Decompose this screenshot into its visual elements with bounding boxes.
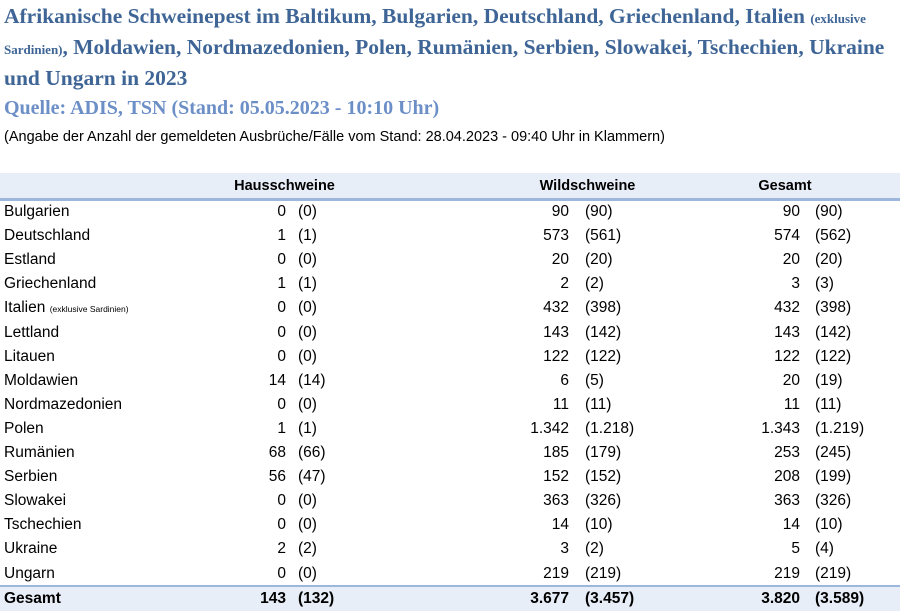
gesamt-value: 20 (782, 371, 800, 389)
country-name (4, 321, 59, 345)
gesamt-value: 14 (782, 516, 800, 534)
total-wildschweine-value: 3.677 (530, 590, 569, 607)
wildschweine-value: 11 (552, 395, 569, 413)
gesamt-previous: (1.219) (815, 419, 865, 437)
table-row (0, 248, 900, 272)
country-name (4, 369, 78, 393)
country-name (4, 248, 56, 272)
total-row (0, 587, 900, 611)
table-row (0, 417, 900, 441)
country-label: Deutschland (4, 227, 91, 245)
gesamt-previous: (245) (815, 444, 852, 461)
hausschweine-previous: (0) (298, 299, 317, 317)
country-name (4, 489, 66, 513)
table-row (0, 489, 900, 513)
hausschweine-previous: (1) (298, 227, 317, 245)
gesamt-previous: (4) (815, 540, 834, 558)
title-part-1: Afrikanische Schweinepest im Baltikum, Bulgarien, Deutschland, Griechenland, Italien (4, 4, 811, 28)
country-exclusion-note: (exklusive Sardinien) (49, 304, 129, 315)
country-name (4, 417, 44, 441)
total-hausschweine-value: 143 (260, 590, 286, 607)
wildschweine-value: 573 (543, 227, 569, 245)
column-header-wildschweine: Wildschweine (539, 178, 636, 194)
hausschweine-previous: (1) (298, 275, 317, 293)
table-row (0, 272, 900, 296)
country-label: Moldawien (4, 371, 79, 389)
gesamt-previous: (19) (815, 371, 843, 389)
report-title (4, 2, 896, 93)
column-header-gesamt: Gesamt (758, 178, 812, 194)
country-name (4, 224, 90, 248)
wildschweine-previous: (219) (585, 564, 622, 582)
country-name (4, 296, 129, 321)
gesamt-value: 253 (774, 444, 800, 461)
country-name (4, 537, 57, 561)
wildschweine-value: 363 (543, 492, 569, 510)
wildschweine-previous: (179) (585, 444, 622, 461)
hausschweine-previous: (14) (298, 371, 326, 389)
country-label: Italien (4, 299, 46, 317)
wildschweine-previous: (90) (585, 203, 613, 220)
hausschweine-value: 14 (268, 371, 286, 389)
hausschweine-previous: (2) (298, 540, 317, 558)
country-label: Estland (4, 251, 56, 269)
table-row (0, 345, 900, 369)
country-name (4, 513, 82, 537)
hausschweine-previous: (66) (298, 444, 326, 461)
country-label: Rumänien (4, 444, 75, 461)
table-row (0, 441, 900, 465)
wildschweine-previous: (10) (585, 516, 613, 534)
hausschweine-previous: (0) (298, 251, 317, 269)
country-label: Griechenland (4, 275, 97, 293)
gesamt-previous: (11) (815, 395, 842, 413)
country-label: Serbien (4, 468, 58, 486)
wildschweine-previous: (122) (585, 347, 622, 365)
hausschweine-value: 1 (277, 227, 286, 245)
gesamt-previous: (90) (815, 203, 843, 220)
country-name (4, 393, 122, 417)
country-name (4, 562, 55, 586)
table-row (0, 465, 900, 489)
wildschweine-value: 143 (543, 323, 569, 341)
wildschweine-previous: (20) (585, 251, 613, 269)
country-label: Litauen (4, 347, 55, 365)
wildschweine-value: 122 (543, 347, 569, 365)
wildschweine-previous: (1.218) (585, 419, 635, 437)
gesamt-value: 20 (782, 251, 800, 269)
gesamt-previous: (326) (815, 492, 852, 510)
wildschweine-value: 14 (551, 516, 569, 534)
country-name (4, 200, 70, 224)
gesamt-value: 219 (774, 564, 800, 582)
wildschweine-value: 20 (551, 251, 569, 269)
country-label: Ukraine (4, 540, 58, 558)
gesamt-value: 143 (774, 323, 800, 341)
hausschweine-previous: (0) (298, 516, 317, 534)
table-row (0, 224, 900, 248)
gesamt-value: 574 (774, 227, 800, 245)
hausschweine-value: 0 (277, 516, 286, 534)
gesamt-previous: (3) (815, 275, 834, 293)
gesamt-value: 432 (774, 299, 800, 317)
gesamt-value: 11 (783, 395, 800, 413)
wildschweine-value: 2 (560, 275, 569, 293)
table-row (0, 321, 900, 345)
table-row (0, 513, 900, 537)
total-gesamt-value: 3.820 (761, 590, 800, 607)
hausschweine-previous: (0) (298, 492, 317, 510)
gesamt-previous: (10) (815, 516, 843, 534)
gesamt-value: 5 (791, 540, 800, 558)
gesamt-previous: (398) (815, 299, 852, 317)
hausschweine-previous: (1) (298, 419, 317, 437)
hausschweine-value: 0 (277, 395, 286, 413)
wildschweine-previous: (326) (585, 492, 622, 510)
wildschweine-previous: (2) (585, 275, 604, 293)
hausschweine-previous: (0) (298, 347, 317, 365)
wildschweine-previous: (11) (585, 395, 612, 413)
country-label: Tschechien (4, 516, 82, 534)
hausschweine-value: 2 (277, 540, 286, 558)
gesamt-value: 3 (791, 275, 800, 293)
wildschweine-previous: (152) (585, 468, 622, 486)
source-line: Quelle: ADIS, TSN (Stand: 05.05.2023 - 10:10 Uhr) (4, 97, 440, 119)
wildschweine-value: 6 (560, 371, 569, 389)
wildschweine-previous: (398) (585, 299, 622, 317)
wildschweine-value: 90 (551, 203, 569, 220)
hausschweine-value: 0 (277, 347, 286, 365)
hausschweine-value: 0 (277, 251, 286, 269)
wildschweine-value: 3 (560, 540, 569, 558)
gesamt-previous: (122) (815, 347, 852, 365)
country-label: Nordmazedonien (4, 395, 123, 413)
gesamt-previous: (562) (815, 227, 852, 245)
hausschweine-value: 1 (277, 275, 286, 293)
country-name (4, 441, 75, 465)
hausschweine-value: 0 (277, 323, 286, 341)
wildschweine-value: 152 (543, 468, 569, 486)
column-header-hausschweine: Hausschweine (234, 178, 335, 194)
wildschweine-value: 1.342 (530, 419, 569, 437)
hausschweine-previous: (47) (298, 468, 326, 486)
country-label: Slowakei (4, 492, 67, 510)
table-row (0, 369, 900, 393)
gesamt-previous: (219) (815, 564, 852, 582)
wildschweine-value: 219 (543, 564, 569, 582)
country-name (4, 272, 96, 296)
country-label: Ungarn (4, 564, 55, 582)
country-name (4, 345, 55, 369)
wildschweine-previous: (2) (585, 540, 604, 558)
wildschweine-value: 185 (543, 444, 569, 461)
country-label: Lettland (4, 323, 60, 341)
wildschweine-previous: (5) (585, 371, 604, 389)
table-row (0, 562, 900, 586)
hausschweine-value: 56 (268, 468, 286, 486)
table-row (0, 296, 900, 320)
table-row (0, 537, 900, 561)
gesamt-value: 1.343 (761, 419, 800, 437)
hausschweine-previous: (0) (298, 395, 317, 413)
table-row (0, 393, 900, 417)
hausschweine-value: 1 (277, 419, 286, 437)
gesamt-previous: (142) (815, 323, 852, 341)
total-hausschweine-previous: (132) (298, 590, 335, 607)
total-wildschweine-previous: (3.457) (585, 590, 635, 607)
hausschweine-previous: (0) (298, 323, 317, 341)
title-exclusion-note: (exklusive Sardinien) (4, 11, 866, 57)
gesamt-previous: (199) (815, 468, 852, 486)
hausschweine-previous: (0) (298, 203, 317, 220)
total-label: Gesamt (4, 590, 61, 607)
hausschweine-value: 68 (268, 444, 286, 461)
gesamt-value: 122 (774, 347, 800, 365)
table-row (0, 200, 900, 224)
hausschweine-value: 0 (277, 299, 286, 317)
wildschweine-previous: (561) (585, 227, 622, 245)
wildschweine-previous: (142) (585, 323, 622, 341)
gesamt-value: 208 (774, 468, 800, 486)
hausschweine-value: 0 (277, 203, 286, 220)
hausschweine-value: 0 (277, 492, 286, 510)
gesamt-previous: (20) (815, 251, 843, 269)
gesamt-value: 363 (774, 492, 800, 510)
country-label: Bulgarien (4, 203, 70, 220)
footnote-line: (Angabe der Anzahl der gemeldeten Ausbrüche/Fälle vom Stand: 28.04.2023 - 09:40 Uhr in Klammern) (4, 129, 665, 145)
hausschweine-previous: (0) (298, 564, 317, 582)
hausschweine-value: 0 (277, 564, 286, 582)
country-label: Polen (4, 419, 44, 437)
wildschweine-value: 432 (543, 299, 569, 317)
gesamt-value: 90 (782, 203, 800, 220)
title-part-2: , Moldawien, Nordmazedonien, Polen, Rumänien, Serbien, Slowakei, Tschechien, Ukraine und Ungarn in 2023 (4, 35, 885, 90)
country-name (4, 465, 57, 489)
total-gesamt-previous: (3.589) (815, 590, 865, 607)
